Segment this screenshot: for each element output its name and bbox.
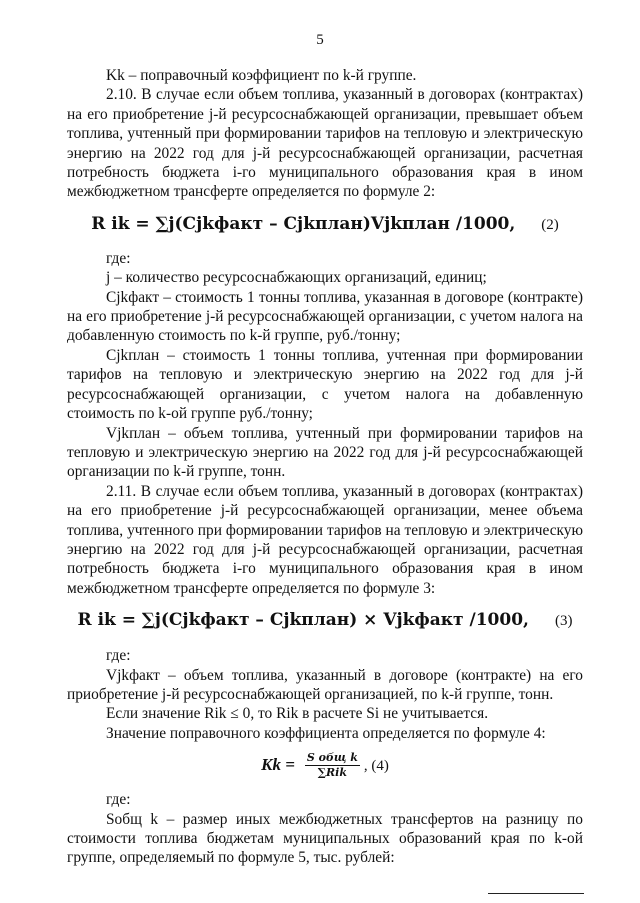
clause-2-11: 2.11. В случае если объем топлива, указанный в договорах (контрактах) на его приобретение j-й ресурсоснабжающей организации, менее объема топлива, учтенного при формировании тарифов на тепловую и электрическую энергию на 2022 год для j-й ресурсоснабжающей организации, расчетная потребность бюджета i-го муниципального образования края в ином межбюджетном трансферте определяется по формуле 3:	[67, 482, 583, 597]
formula-2	[67, 213, 583, 236]
definition-vjk-plan: Vjkплан – объем топлива, учтенный при формировании тарифов на тепловую и электрическую энергию на 2022 год для j-й ресурсоснабжающей организации по k-й группе, тонн.	[67, 424, 583, 481]
footer-rule	[488, 893, 584, 894]
definition-cjk-fact: Cjkфакт – стоимость 1 тонны топлива, указанная в договоре (контракте) на его приобретение j-й ресурсоснабжающей организации, с учетом налога на добавленную стоимость по k-й группе, руб./тонну;	[67, 288, 583, 345]
definition-kk: Kk – поправочный коэффициент по k-й группе.	[106, 67, 417, 84]
definition-j: j – количество ресурсоснабжающих организаций, единиц;	[106, 269, 487, 287]
formula-4-number: , (4)	[363, 758, 389, 775]
clause-2-10: 2.10. В случае если объем топлива, указанный в договорах (контрактах) на его приобретение j-й ресурсоснабжающей организации, превышает объем топлива, учтенный при формировании тарифов на тепловую и электрическую энергию на 2022 год для j-й ресурсоснабжающей организации, расчетная потребность бюджета i-го муниципального образования края в ином межбюджетном трансферте определяется по формуле 2:	[67, 86, 583, 201]
where-label: где:	[106, 249, 131, 267]
document-body	[67, 66, 583, 868]
formula-2-number: (2)	[541, 216, 559, 233]
page-number: 5	[316, 32, 324, 48]
formula-4	[67, 751, 583, 780]
where-label: где:	[106, 791, 131, 809]
formula-4-fraction	[305, 751, 360, 780]
definition-s-total: Sобщ k – размер иных межбюджетных трансфертов на разницу по стоимости топлива бюджетам муниципальных образований края по k-ой группе, определяемый по формуле 5, тыс. рублей:	[67, 810, 583, 867]
where-label: где:	[106, 647, 131, 665]
formula-4-intro: Значение поправочного коэффициента определяется по формуле 4:	[106, 724, 546, 742]
rik-condition: Если значение Rik ≤ 0, то Rik в расчете Si не учитывается.	[106, 705, 489, 723]
formula-3-number: (3)	[554, 613, 573, 630]
formula-3-expression: R ik = ∑j(Cjkфакт – Cjkплан) × Vjkфакт /1000,	[77, 610, 529, 631]
formula-2-expression: R ik = ∑j(Cjkфакт – Cjkплан)Vjkплан /1000,	[91, 213, 516, 234]
formula-4-denominator: ∑Rik	[317, 766, 347, 780]
formula-4-lhs: Kk =	[261, 755, 295, 775]
definition-vjk-fact: Vjkфакт – объем топлива, указанный в договоре (контракте) на его приобретение j-й ресурсоснабжающей организацией, по k-й группе, тонн.	[67, 666, 583, 703]
formula-4-numerator: S общ k	[306, 751, 358, 765]
formula-3	[67, 609, 583, 632]
definition-cjk-plan: Cjkплан – стоимость 1 тонны топлива, учтенная при формировании тарифов на тепловую и электрическую энергию на 2022 год для j-й ресурсоснабжающей организации, с учетом налога на добавленную стоимость по k-ой группе руб./тонну;	[67, 346, 583, 423]
